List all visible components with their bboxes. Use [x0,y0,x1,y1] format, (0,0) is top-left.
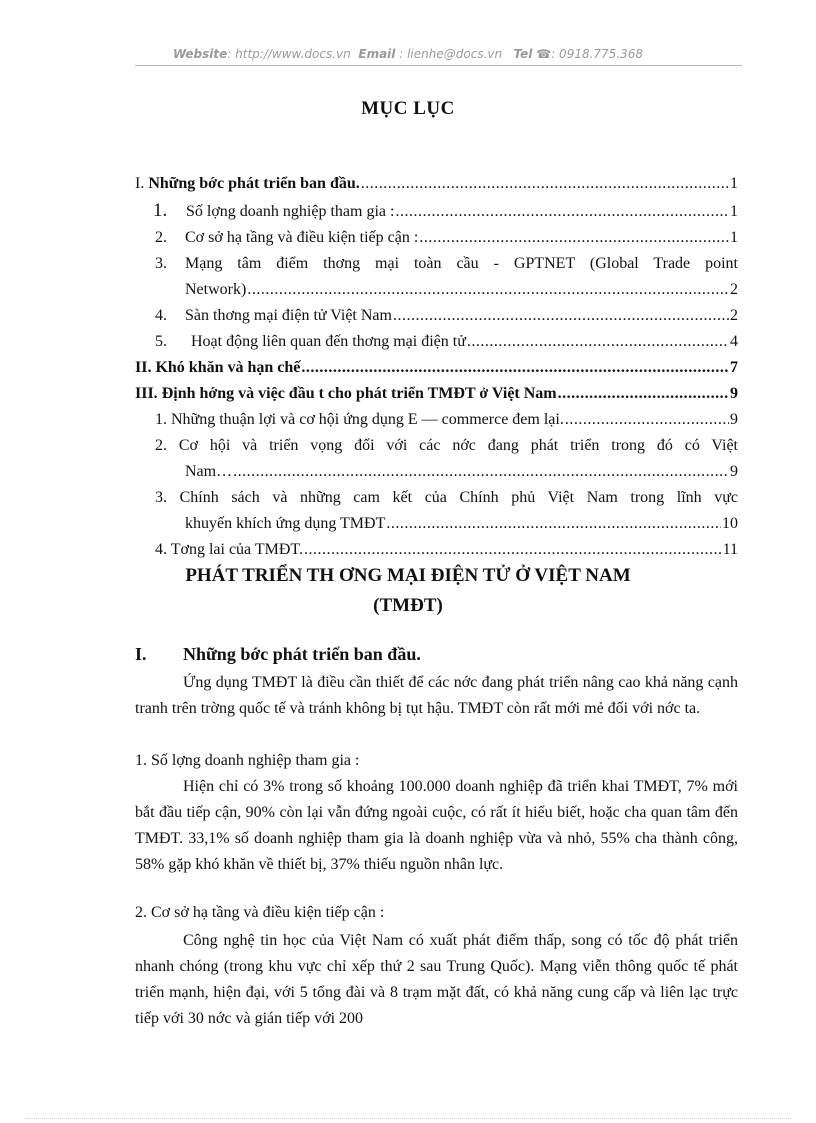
toc-item-page: 1 [730,175,738,192]
toc-item-label: Cơ sở hạ tầng và điều kiện tiếp cận : [185,229,419,246]
website-label: Website [172,47,228,61]
toc-item[interactable]: I. Những bớc phát triển ban đầu. ..... 1 [135,172,738,196]
subsection-heading: 1. Số lợng doanh nghiệp tham gia : [135,752,360,769]
footer-divider [25,1118,791,1119]
toc-item[interactable]: 1. Số lợng doanh nghiệp tham gia : ..... 1 [153,199,738,223]
toc-item-label: Mạng tâm điểm thơng mại toàn cầu - GPTNET (Global Trade point [185,255,738,272]
toc-item-label-cont: Network) [185,281,247,298]
toc-item[interactable]: III. Định hớng và việc đầu t cho phát triển TMĐT ở Việt Nam ..... 9 [135,382,738,406]
toc-item[interactable]: 3. Mạng tâm điểm thơng mại toàn cầu - GPTNET (Global Trade point [155,255,738,272]
toc-item[interactable]: 4. Sàn thơng mại điện tử Việt Nam ..... 2 [155,304,738,328]
document-title: PHÁT TRIỂN TH ƠNG MẠI ĐIỆN TỬ Ở VIỆT NAM [185,565,631,586]
toc-item-label: Định hớng và việc đầu t cho phát triển TMĐT ở Việt Nam [161,385,557,402]
section-number: I. [135,644,147,664]
paragraph: Hiện chỉ có 3% trong số khoảng 100.000 doanh nghiệp đã triển khai TMĐT, 7% mới bắt đầu tiếp cận, 90% còn lại vẫn đứng ngoài cuộc, có rất ít hiểu biết, hoặc cha quan tâm đến TMĐT. 33,1% số doanh nghiệp tham gia là doanh nghiệp vừa và nhỏ, 55% cha thành công, 58% gặp khó khăn về thiết bị, 37% thiếu nguồn nhân lực. [135,778,738,873]
toc-item-label: Sàn thơng mại điện tử Việt Nam [185,307,392,324]
toc-item-page: 7 [730,359,738,376]
toc-item[interactable]: 5. Hoạt động liên quan đến thơng mại điện tử ..... 4 [155,330,738,354]
toc-item-label: Những thuận lợi và cơ hội ứng dụng E — commerce đem lại. [171,411,564,428]
email-label: Email [358,47,396,61]
toc-item-page: 10 [722,515,738,532]
tel-value: : 0918.775.368 [551,47,644,61]
section-heading [135,641,421,667]
toc-item-label: Khó khăn và hạn chế [155,359,301,376]
toc-item-page: 2 [730,307,738,324]
toc-item-label: Tơng lai của TMĐT. [170,541,303,558]
website-value: : http://www.docs.vn [227,47,351,61]
toc-item-page: 2 [730,281,738,298]
paragraph: Ứng dụng TMĐT là điều cần thiết để các nớc đang phát triển nâng cao khả năng cạnh tranh trên trờng quốc tế và tránh không bị tụt hậu. TMĐT còn rất mới mẻ đối với nớc ta. [135,674,738,717]
document-title-abbrev: (TMĐT) [373,595,443,616]
toc-item-page: 9 [730,463,738,480]
toc-item-page: 9 [730,385,738,402]
toc-item-label: Những bớc phát triển ban đầu. [148,175,360,192]
toc-item-continuation[interactable] [185,278,738,302]
toc-item-label: Hoạt động liên quan đến thơng mại điện tử [191,333,466,350]
toc-item-page: 9 [730,411,738,428]
toc-item[interactable]: 3. Chính sách và những cam kết của Chính phủ Việt Nam trong lĩnh vực [155,489,739,506]
page-header [0,47,816,61]
toc-item[interactable]: II. Khó khăn và hạn chế ..... 7 [135,356,738,380]
toc-item[interactable]: 2. Cơ sở hạ tầng và điều kiện tiếp cận : ..... 1 [155,226,738,250]
paragraph: Công nghệ tin học của Việt Nam có xuất phát điểm thấp, song có tốc độ phát triển nhanh chóng (trong khu vực chỉ xếp thứ 2 sau Trung Quốc). Mạng viễn thông quốc tế phát triển mạnh, hiện đại, với 5 tổng đài và 8 trạm mặt đất, có khả năng cung cấp và liên lạc trực tiếp với 30 nớc và gián tiếp với 200 [135,932,738,1027]
subsection-heading: 2. Cơ sở hạ tầng và điều kiện tiếp cận : [135,904,385,921]
tel-label: Tel [513,47,533,61]
toc-item-continuation[interactable] [185,512,738,536]
toc-item-label: Cơ hội và triển vọng đối với các nớc đang phát triển trong đó có Việt [178,437,739,454]
toc-title: MỤC LỤC [361,98,455,119]
toc-item-page: 1 [730,229,738,246]
toc-item-label: Số lợng doanh nghiệp tham gia : [186,203,395,220]
toc-item-page: 11 [722,541,738,558]
toc-item-continuation[interactable] [185,460,738,484]
toc-item-label-cont: khuyến khích ứng dụng TMĐT [185,515,386,532]
toc-item-page: 4 [730,333,738,350]
section-title: Những bớc phát triển ban đầu. [183,644,421,664]
phone-icon: ☎ [536,47,552,61]
toc-item-label-cont: Nam… [185,463,233,480]
toc-item-page: 1 [730,203,738,220]
toc-item[interactable]: 1. Những thuận lợi và cơ hội ứng dụng E — commerce đem lại. ..... 9 [155,408,738,432]
header-divider [135,65,742,66]
toc-item-label: Chính sách và những cam kết của Chính phủ Việt Nam trong lĩnh vực [179,489,739,506]
email-value: : lienhe@docs.vn [399,47,503,61]
toc-item[interactable]: 4. Tơng lai của TMĐT. ..... 11 [155,538,738,562]
toc-item[interactable]: 2. Cơ hội và triển vọng đối với các nớc đang phát triển trong đó có Việt [155,437,739,454]
